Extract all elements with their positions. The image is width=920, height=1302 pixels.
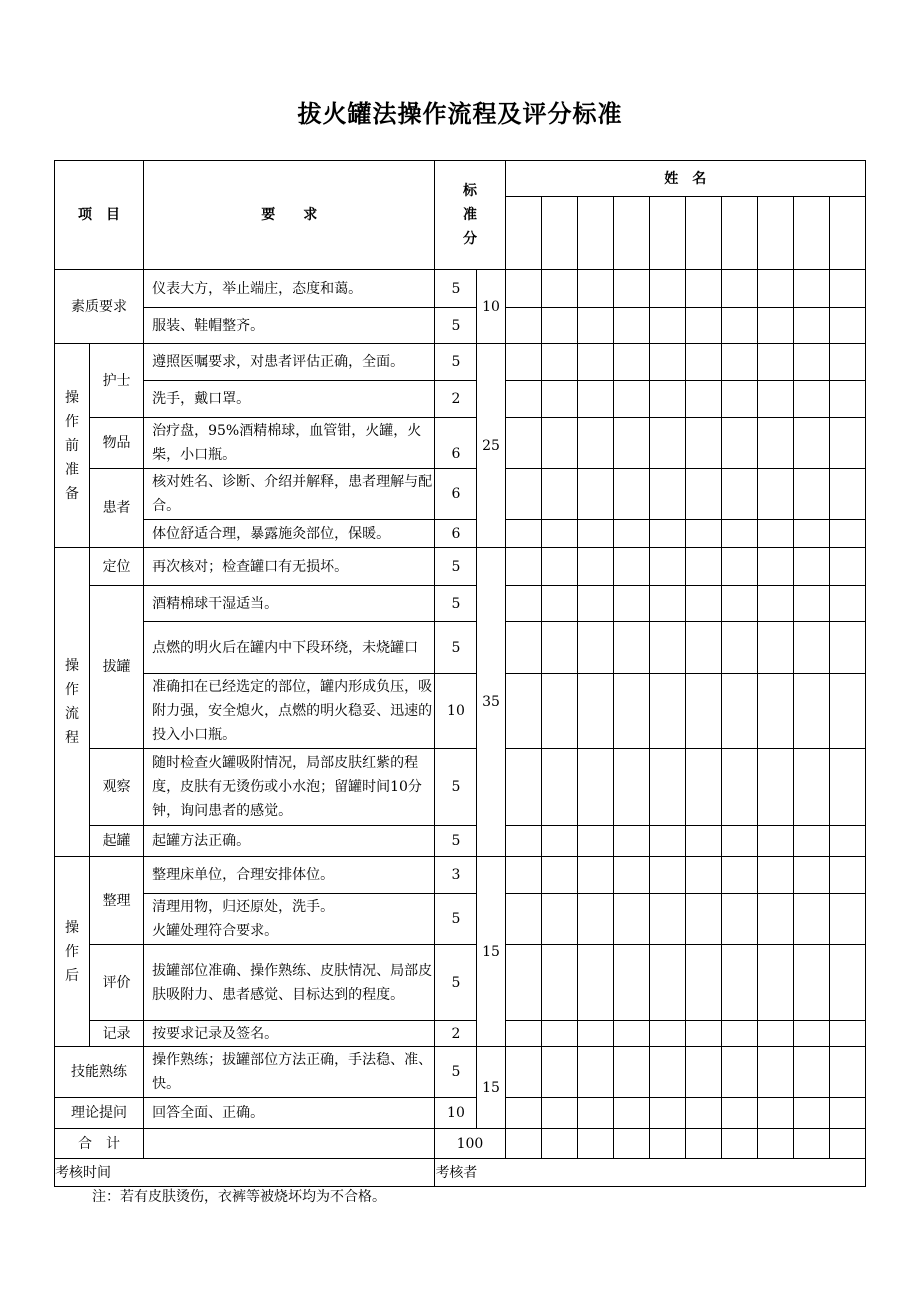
score: 5 <box>435 1047 477 1098</box>
table-row <box>55 857 866 894</box>
total-row <box>55 1129 866 1159</box>
score: 5 <box>435 945 477 1021</box>
requirement: 起罐方法正确。 <box>144 826 435 857</box>
sum-requirement <box>144 1129 435 1159</box>
table-row <box>55 469 866 520</box>
section-skill: 技能熟练 <box>55 1047 144 1098</box>
table-row <box>55 418 866 469</box>
group-remove: 起罐 <box>90 826 144 857</box>
group-observe: 观察 <box>90 749 144 826</box>
table-row <box>55 945 866 1021</box>
requirement: 整理床单位，合理安排体位。 <box>144 857 435 894</box>
signature-row <box>55 1159 866 1187</box>
score: 10 <box>435 674 477 749</box>
section-total: 10 <box>477 270 505 344</box>
requirement: 清理用物，归还原处，洗手。 火罐处理符合要求。 <box>144 894 435 945</box>
table-row <box>55 1021 866 1047</box>
table-row <box>55 826 866 857</box>
name-cell[interactable] <box>649 197 685 270</box>
table-row <box>55 548 866 586</box>
table-row <box>55 586 866 622</box>
section-total: 35 <box>477 548 505 857</box>
score: 6 <box>435 418 477 469</box>
section-pre: 操 作 前 准 备 <box>55 344 90 548</box>
table-row <box>55 894 866 945</box>
table-row <box>55 520 866 548</box>
header-name: 姓 名 <box>505 161 865 197</box>
requirement: 核对姓名、诊断、介绍并解释，患者理解与配合。 <box>144 469 435 520</box>
table-row <box>55 270 866 308</box>
group-nurse: 护士 <box>90 344 144 418</box>
score: 5 <box>435 894 477 945</box>
table-row <box>55 308 866 344</box>
requirement: 拔罐部位准确、操作熟练、皮肤情况、局部皮肤吸附力、患者感觉、目标达到的程度。 <box>144 945 435 1021</box>
section-post: 操 作 后 <box>55 857 90 1047</box>
group-cup: 拔罐 <box>90 586 144 749</box>
requirement: 随时检查火罐吸附情况，局部皮肤红紫的程度，皮肤有无烫伤或小水泡；留罐时间10分钟，询问患者的感觉。 <box>144 749 435 826</box>
name-cell[interactable] <box>613 197 649 270</box>
page-title: 拔火罐法操作流程及评分标准 <box>297 99 623 128</box>
exam-time-label: 考核时间 <box>55 1159 435 1187</box>
score: 5 <box>435 344 477 381</box>
group-evaluate: 评价 <box>90 945 144 1021</box>
requirement: 体位舒适合理，暴露施灸部位，保暖。 <box>144 520 435 548</box>
group-items: 物品 <box>90 418 144 469</box>
score: 5 <box>435 622 477 674</box>
requirement: 服装、鞋帽整齐。 <box>144 308 435 344</box>
name-cell[interactable] <box>685 197 721 270</box>
section-quality: 素质要求 <box>55 270 144 344</box>
section-total: 15 <box>477 1047 505 1129</box>
requirement: 再次核对；检查罐口有无损坏。 <box>144 548 435 586</box>
requirement: 洗手，戴口罩。 <box>144 381 435 418</box>
requirement: 治疗盘，95%酒精棉球，血管钳，火罐，火柴，小口瓶。 <box>144 418 435 469</box>
score: 5 <box>435 749 477 826</box>
table-row <box>55 674 866 749</box>
name-cell[interactable] <box>793 197 829 270</box>
requirement: 操作熟练；拔罐部位方法正确，手法稳、准、快。 <box>144 1047 435 1098</box>
sum-score: 100 <box>435 1129 505 1159</box>
header-requirement: 要 求 <box>144 161 435 270</box>
header-row <box>55 161 866 197</box>
name-cell[interactable] <box>577 197 613 270</box>
score: 2 <box>435 381 477 418</box>
group-patient: 患者 <box>90 469 144 548</box>
requirement: 仪表大方，举止端庄，态度和蔼。 <box>144 270 435 308</box>
requirement: 准确扣在已经选定的部位，罐内形成负压，吸附力强，安全熄火，点燃的明火稳妥、迅速的投入小口瓶。 <box>144 674 435 749</box>
section-total: 25 <box>477 344 505 548</box>
requirement: 按要求记录及签名。 <box>144 1021 435 1047</box>
name-cell[interactable] <box>721 197 757 270</box>
score: 5 <box>435 826 477 857</box>
header-item: 项 目 <box>55 161 144 270</box>
table-row <box>55 1098 866 1129</box>
group-tidy: 整理 <box>90 857 144 945</box>
table-row <box>55 622 866 674</box>
requirement: 遵照医嘱要求，对患者评估正确，全面。 <box>144 344 435 381</box>
section-theory: 理论提问 <box>55 1098 144 1129</box>
score: 2 <box>435 1021 477 1047</box>
footnote: 注：若有皮肤烫伤，衣裤等被烧坏均为不合格。 <box>92 1189 386 1205</box>
header-standard-score: 标 准 分 <box>435 161 505 270</box>
sum-label: 合 计 <box>55 1129 144 1159</box>
score: 5 <box>435 308 477 344</box>
section-total: 15 <box>477 857 505 1047</box>
score: 6 <box>435 520 477 548</box>
name-cell[interactable] <box>757 197 793 270</box>
score: 3 <box>435 857 477 894</box>
examiner-label: 考核者 <box>435 1159 866 1187</box>
score: 5 <box>435 548 477 586</box>
scoring-table <box>54 160 866 1187</box>
table-row <box>55 1047 866 1098</box>
table-row <box>55 381 866 418</box>
group-record: 记录 <box>90 1021 144 1047</box>
section-process: 操 作 流 程 <box>55 548 90 857</box>
score: 6 <box>435 469 477 520</box>
score: 5 <box>435 586 477 622</box>
name-cell[interactable] <box>505 197 541 270</box>
score: 10 <box>435 1098 477 1129</box>
score: 5 <box>435 270 477 308</box>
group-locate: 定位 <box>90 548 144 586</box>
table-row <box>55 749 866 826</box>
name-cell[interactable] <box>541 197 577 270</box>
requirement: 酒精棉球干湿适当。 <box>144 586 435 622</box>
requirement: 点燃的明火后在罐内中下段环绕，未烧罐口 <box>144 622 435 674</box>
requirement: 回答全面、正确。 <box>144 1098 435 1129</box>
name-cell[interactable] <box>829 197 865 270</box>
table-row <box>55 344 866 381</box>
